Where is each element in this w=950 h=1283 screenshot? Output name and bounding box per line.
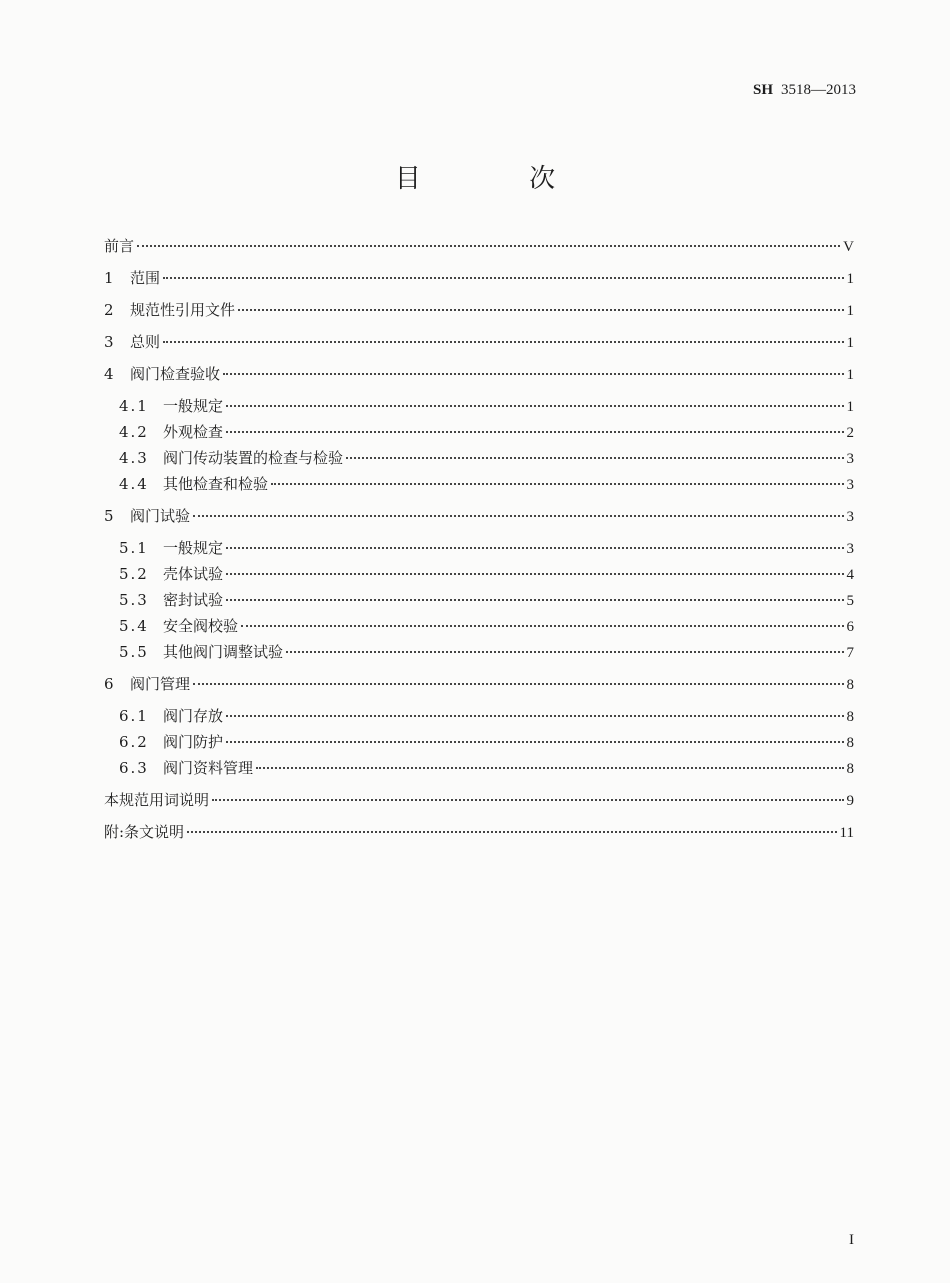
toc-entry-page: 2 [846,425,854,441]
toc-entry-label: 规范性引用文件 [130,301,236,319]
toc-entry[interactable] [104,300,854,321]
toc-entry-number: 5 [104,507,114,525]
dot-leader [193,683,843,685]
dot-leader [241,625,843,627]
toc-entry-page: 8 [846,677,854,693]
toc-entry-number: 4 [104,365,114,383]
toc-entry-label: 阀门检查验收 [130,365,221,383]
dot-leader [212,799,843,801]
dot-leader [137,245,840,247]
toc-entry-page: 7 [846,645,854,661]
toc-entry[interactable] [119,642,854,663]
toc-entry-page: 1 [846,399,854,415]
toc-entry-page: 11 [839,825,854,841]
dot-leader [226,715,843,717]
toc-entry[interactable] [119,758,854,779]
toc-entry[interactable] [119,396,854,417]
dot-leader [163,341,843,343]
toc-entry-label: 阀门防护 [163,733,224,751]
document-code [753,82,856,99]
page-number: I [849,1232,854,1248]
toc-entry-page: 3 [846,477,854,493]
toc-entry-number: 5.2 [119,565,149,583]
toc-entry-label: 其他检查和检验 [163,475,269,493]
toc-entry[interactable] [104,790,854,811]
dot-leader [163,277,843,279]
dot-leader [271,483,843,485]
toc-entry[interactable] [104,364,854,385]
toc-entry-label: 阀门试验 [130,507,191,525]
toc-entry-page: 1 [846,335,854,351]
toc-entry-page: 1 [846,271,854,287]
toc-entry[interactable] [119,448,854,469]
toc-entry-number: 5.1 [119,539,149,557]
dot-leader [187,831,836,833]
dot-leader [256,767,843,769]
dot-leader [226,599,843,601]
document-code-number: 3518—2013 [781,82,856,98]
page-title: 目 次 [394,164,606,194]
toc-entry-label: 安全阀校验 [163,617,239,635]
toc-entry-page: 4 [846,567,854,583]
toc-entry-label: 密封试验 [163,591,224,609]
toc-entry-page: 8 [846,735,854,751]
toc-entry-page: 3 [846,509,854,525]
toc-entry-label: 外观检查 [163,423,224,441]
toc-entry[interactable] [119,590,854,611]
toc-entry-number: 6.2 [119,733,149,751]
toc-entry[interactable] [104,332,854,353]
toc-entry-number: 4.3 [119,449,149,467]
toc-entry-label: 阀门传动装置的检查与检验 [163,449,344,467]
toc-entry-number: 4.4 [119,475,149,493]
toc-entry-label: 阀门存放 [163,707,224,725]
dot-leader [223,373,843,375]
toc-entry-number: 5.4 [119,617,149,635]
toc-entry-label: 阀门管理 [130,675,191,693]
dot-leader [226,405,843,407]
toc-entry-label: 附:条文说明 [104,823,185,841]
toc-entry[interactable] [104,268,854,289]
toc-entry-page: 3 [846,541,854,557]
toc-entry-page: 9 [846,793,854,809]
dot-leader [226,431,843,433]
toc-entry-label: 壳体试验 [163,565,224,583]
dot-leader [286,651,843,653]
toc-entry-page: 1 [846,367,854,383]
toc-entry-page: 8 [846,709,854,725]
toc-entry-page: 5 [846,593,854,609]
toc-entry-number: 4.1 [119,397,149,415]
toc-entry-label: 一般规定 [163,397,224,415]
toc-entry-number: 1 [104,269,114,287]
toc-entry-number: 6.1 [119,707,149,725]
toc-entry-label: 范围 [130,269,161,287]
dot-leader [226,547,843,549]
toc-entry[interactable] [104,674,854,695]
toc-entry-label: 总则 [130,333,161,351]
toc-entry-label: 前言 [104,237,135,255]
toc-entry-number: 6.3 [119,759,149,777]
toc-entry-page: 8 [846,761,854,777]
toc-entry-number: 6 [104,675,114,693]
toc-entry-label: 其他阀门调整试验 [163,643,284,661]
document-code-prefix: SH [752,82,773,98]
toc-entry[interactable] [104,236,854,257]
toc-entry-label: 本规范用词说明 [104,791,210,809]
toc-entry[interactable] [104,822,854,843]
dot-leader [226,573,843,575]
toc-entry-label: 一般规定 [163,539,224,557]
dot-leader [346,457,843,459]
toc-entry-number: 2 [104,301,114,319]
toc-entry-number: 4.2 [119,423,149,441]
toc-entry[interactable] [119,538,854,559]
toc-entry[interactable] [119,564,854,585]
toc-entry-label: 阀门资料管理 [163,759,254,777]
dot-leader [226,741,843,743]
toc-entry[interactable] [119,616,854,637]
toc-entry[interactable] [119,474,854,495]
toc-entry-number: 5.5 [119,643,149,661]
toc-entry[interactable] [119,732,854,753]
toc-entry[interactable] [104,506,854,527]
toc-entry[interactable] [119,706,854,727]
toc-entry-page: V [843,239,854,255]
toc-entry-number: 3 [104,333,114,351]
toc-entry-page: 6 [846,619,854,635]
toc-entry-page: 1 [846,303,854,319]
toc-entry-number: 5.3 [119,591,149,609]
toc-entry-page: 3 [846,451,854,467]
dot-leader [238,309,843,311]
dot-leader [193,515,843,517]
toc-entry[interactable] [119,422,854,443]
